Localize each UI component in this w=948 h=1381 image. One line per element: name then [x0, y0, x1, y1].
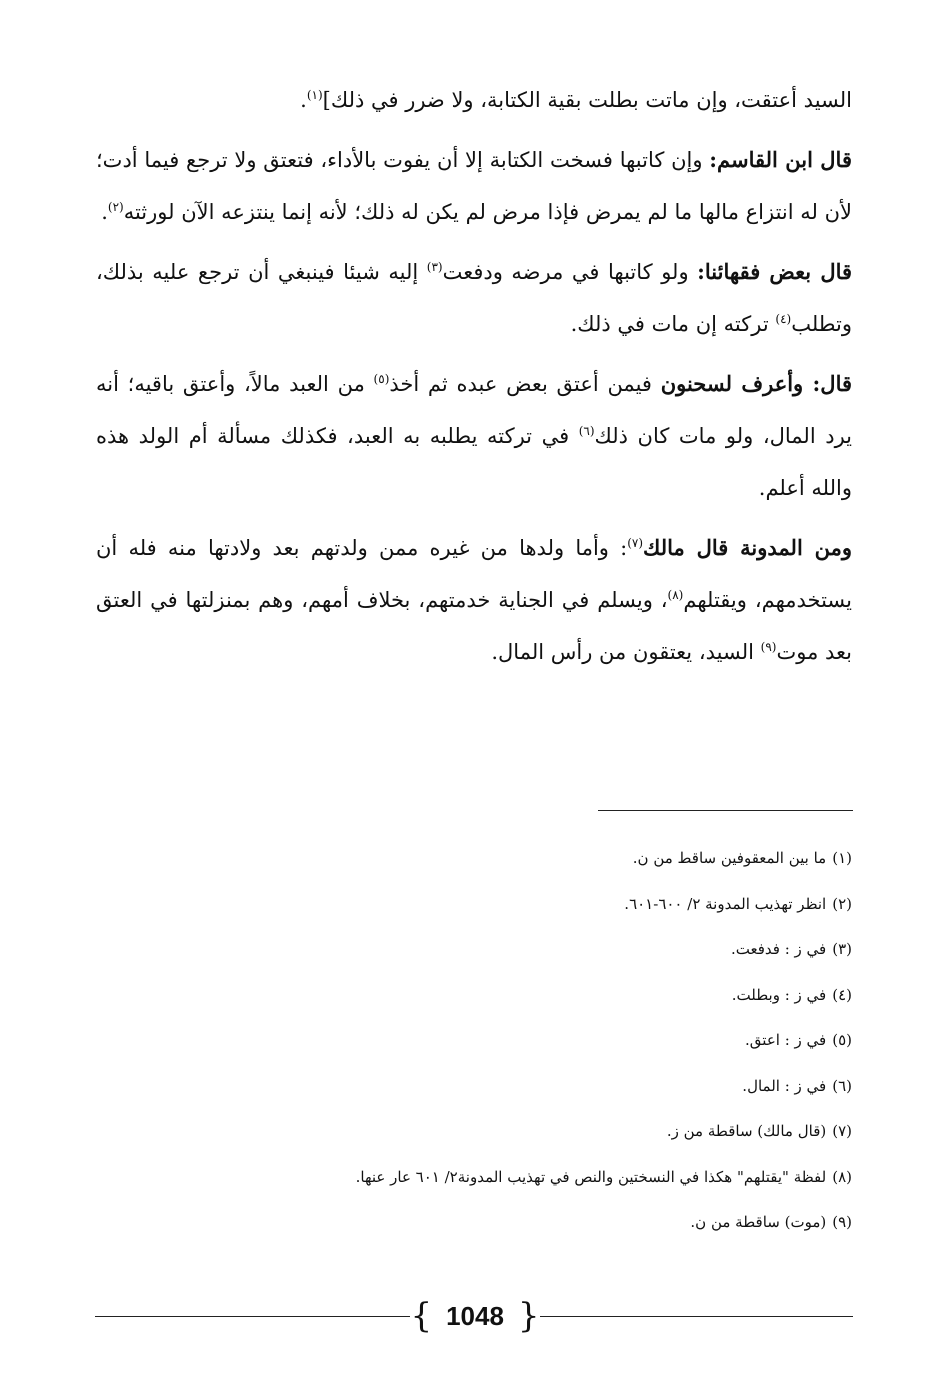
footnote-ref[interactable]: (٧) — [627, 536, 644, 550]
paragraph-1: السيد أعتقت، وإن ماتت بطلت بقية الكتابة، ولا ضرر في ذلك]$^{(١)}$. — [300, 88, 852, 112]
paragraph-lead: قال: وأعرف لسحنون — [660, 371, 853, 396]
footnote-ref[interactable]: (٩) — [760, 640, 777, 654]
main-text — [96, 74, 852, 686]
footnote-text: في ز : اعتق. — [745, 1031, 827, 1049]
footnote-item — [200, 975, 852, 1021]
footnotes-section — [200, 838, 852, 1248]
bracket-right-glyph: } — [517, 1296, 540, 1336]
footnote-number: (٥) — [832, 1031, 852, 1049]
footnote-item — [200, 1157, 852, 1203]
footnote-number: (١) — [832, 849, 852, 867]
footnote-number: (٣) — [832, 940, 852, 958]
footnote-ref[interactable]: (٥) — [373, 372, 390, 386]
footnote-separator — [598, 810, 853, 811]
footnote-number: (٨) — [832, 1167, 852, 1186]
footnote-ref[interactable]: (٤) — [775, 312, 792, 326]
bracket-left-glyph: { — [410, 1296, 433, 1336]
footnote-number: (٢) — [832, 894, 852, 913]
footnote-number: (٤) — [832, 985, 852, 1004]
footnote-ref[interactable]: (٦) — [578, 424, 595, 438]
footnote-ref[interactable]: (٨) — [667, 588, 684, 602]
footnote-number: (٦) — [832, 1076, 852, 1095]
footnote-number: (٩) — [832, 1213, 852, 1231]
page-number: 1048 — [446, 1301, 504, 1331]
footnote-ref[interactable]: (٣) — [426, 260, 443, 274]
paragraph-lead: قال بعض فقهائنا: — [697, 259, 853, 284]
footnote-text: في ز : المال. — [742, 1076, 827, 1095]
paragraph-2: قال ابن القاسم: وإن كاتبها فسخت الكتابة إلا أن يفوت بالأداء، فتعتق ولا ترجع فيما أدت؛ لأن له انتزاع مالها ما لم يمرض فإذا مرض لم يكن له ذلك؛ لأنه إنما ينتزعه الآن لورثته$^{(٢)}$. — [96, 147, 852, 224]
paragraph-lead: قال ابن القاسم: — [709, 147, 852, 172]
paragraph-5: ومن المدونة قال مالك$^{(٧)}$: وأما ولدها من غيره ممن ولدتهم بعد ولادتها منه فله أن يستخدمهم، ويقتلهم$^{(٨)}$، ويسلم في الجناية خدمتهم، بخلاف أمهم، وهم بمنزلتها في العتق بعد موت$^{(٩)}$ السيد، يعتقون من رأس المال. — [96, 535, 852, 664]
footnote-item — [200, 838, 852, 884]
footnote-item — [200, 1066, 852, 1112]
footer-rule-right — [540, 1316, 853, 1317]
footnote-item — [200, 929, 852, 975]
footnote-item — [200, 1202, 852, 1248]
footnote-text: في ز : فدفعت. — [730, 940, 827, 958]
paragraph-4: قال: وأعرف لسحنون فيمن أعتق بعض عبده ثم أخذ$^{(٥)}$ من العبد مالاً، وأعتق باقيه؛ أنه يرد المال، ولو مات كان ذلك$^{(٦)}$ في تركته يطلبه به العبد، فكذلك مسألة أم الولد هذه والله أعلم. — [96, 371, 853, 500]
paragraph-lead: ومن المدونة قال مالك — [643, 535, 852, 560]
footnote-item — [200, 884, 852, 930]
footnote-item — [200, 1111, 852, 1157]
footnote-ref[interactable]: (١) — [306, 88, 323, 102]
footer-rule-left — [95, 1316, 410, 1317]
footnote-text: (موت) ساقطة من ن. — [690, 1213, 827, 1231]
footnote-text: في ز : وبطلت. — [731, 985, 827, 1004]
footnote-text: انظر تهذيب المدونة ٢/ ٦٠٠-٦٠١. — [624, 894, 827, 913]
footnote-ref[interactable]: (٢) — [107, 200, 124, 214]
footnote-item — [200, 1020, 852, 1066]
paragraph-3: قال بعض فقهائنا: ولو كاتبها في مرضه ودفعت$^{(٣)}$ إليه شيئا فينبغي أن ترجع عليه بذلك، وتطلب$^{(٤)}$ تركته إن مات في ذلك. — [96, 259, 853, 336]
footnote-number: (٧) — [832, 1122, 852, 1140]
footnote-text: لفظة "يقتلهم" هكذا في النسختين والنص في تهذيب المدونة٢/ ٦٠١ عار عنها. — [355, 1167, 827, 1186]
footnote-text: ما بين المعقوفين ساقط من ن. — [632, 849, 827, 867]
page-number-box — [410, 1296, 540, 1338]
footnote-text: (قال مالك) ساقطة من ز. — [666, 1122, 827, 1140]
